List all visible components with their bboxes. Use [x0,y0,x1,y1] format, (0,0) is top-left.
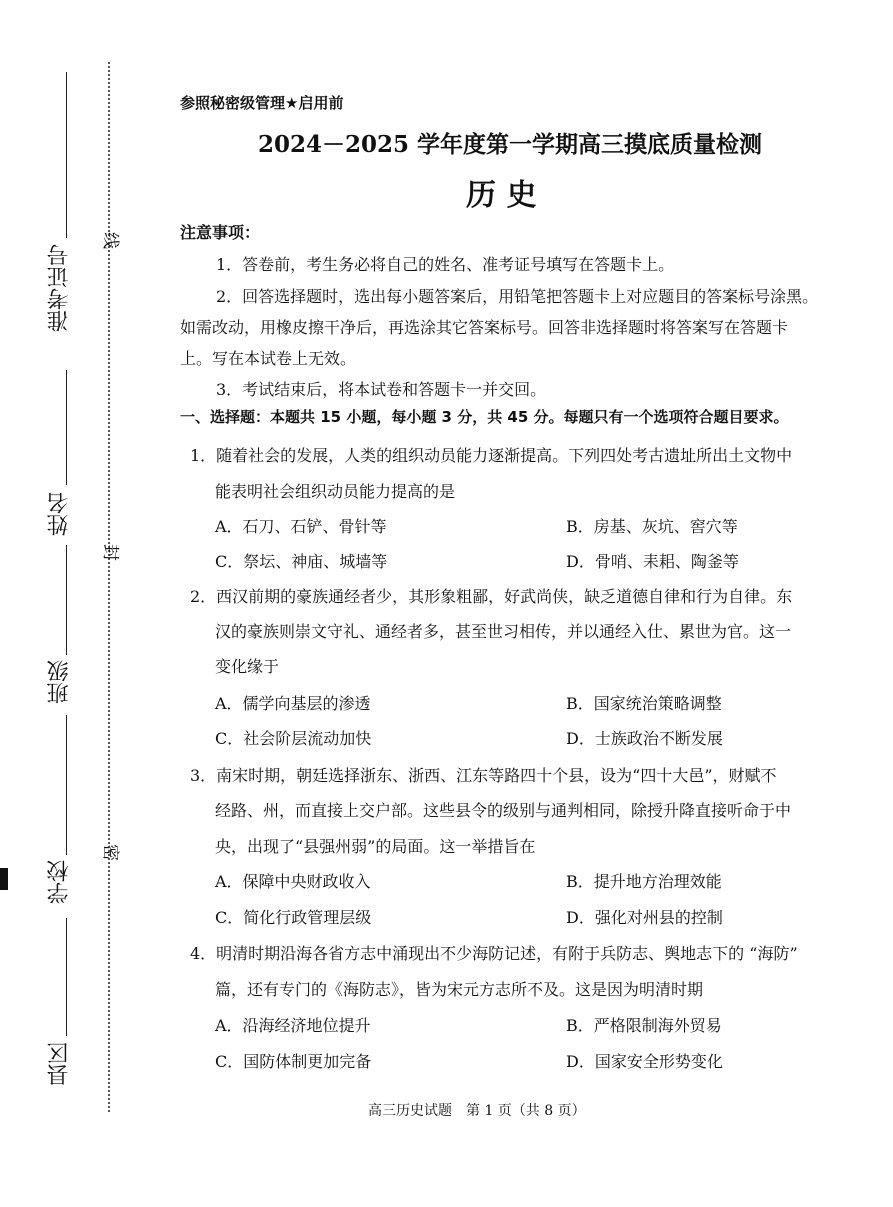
question-4-option-b: B．严格限制海外贸易 [566,1016,722,1035]
field-school: 学校 [47,860,72,904]
question-2-line: 汉的豪族则崇文守礼、通经者多，甚至世习相传，并以通经入仕、累世为官。这一 [215,622,792,641]
question-2-line: 2．西汉前期的豪族通经者少，其形象粗鄙，好武尚侠，缺乏道德自律和行为自律。东 [190,587,793,606]
question-1-option-c: C．祭坛、神庙、城墙等 [215,552,388,571]
question-3-option-a: A．保障中央财政收入 [215,872,371,891]
binding-char-feng: 封 [100,544,120,561]
question-2-option-c: C．社会阶层流动加快 [215,729,372,748]
field-county: 县区 [47,1042,72,1086]
question-3-option-c: C．简化行政管理层级 [215,908,372,927]
question-4-line: 4．明清时期沿海各省方志中涌现出不少海防记述，有附于兵防志、舆地志下的 “海防” [190,944,798,963]
note-line: 1．答卷前，考生务必将自己的姓名、准考证号填写在答题卡上。 [216,255,675,274]
field-class-line [66,545,67,655]
secrecy-label: 参照秘密级管理★启用前 [180,94,344,112]
question-4-option-a: A．沿海经济地位提升 [215,1016,371,1035]
edge-mark [0,868,8,890]
binding-char-mi: 密 [100,844,120,861]
subject-title: 历 史 [466,178,537,213]
exam-title: 2024－2025 学年度第一学期高三摸底质量检测 [258,131,763,158]
section-heading: 一、选择题：本题共 15 小题，每小题 3 分，共 45 分。每题只有一个选项符合题目要求。 [180,408,789,426]
field-school-line [66,715,67,855]
question-2-line: 变化缘于 [215,657,280,676]
question-3-option-d: D．强化对州县的控制 [566,908,723,927]
question-4-line: 篇，还有专门的《海防志》，皆为宋元方志所不及。这是因为明清时期 [215,980,704,999]
note-line: 2．回答选择题时，选出每小题答案后，用铅笔把答题卡上对应题目的答案标号涂黑。 [216,287,819,306]
question-1-option-b: B．房基、灰坑、窖穴等 [566,517,738,536]
field-name: 姓名 [47,492,72,536]
field-class: 班级 [47,660,72,704]
field-name-line [66,370,67,485]
question-3-line: 3．南宋时期，朝廷选择浙东、浙西、江东等路四十个县，设为“四十大邑”，财赋不 [190,766,777,785]
question-1-option-d: D．骨哨、耒耜、陶釜等 [566,552,739,571]
question-3-line: 央，出现了“县强州弱”的局面。这一举措旨在 [215,837,536,856]
field-exam-number-line [66,72,67,238]
question-2-option-b: B．国家统治策略调整 [566,694,722,713]
question-2-option-d: D．士族政治不断发展 [566,729,723,748]
question-4-option-c: C．国防体制更加完备 [215,1052,372,1071]
note-line: 上。写在本试卷上无效。 [180,349,357,368]
note-line: 3．考试结束后，将本试卷和答题卡一并交回。 [216,380,547,399]
binding-char-xian: 线 [100,232,120,249]
question-1-line: 1．随着社会的发展，人类的组织动员能力逐渐提高。下列四处考古遗址所出土文物中 [190,446,793,465]
question-3-line: 经路、州，而直接上交户部。这些县令的级别与通判相同，除授升降直接听命于中 [215,801,792,820]
question-1-option-a: A．石刀、石铲、骨针等 [215,517,387,536]
question-2-option-a: A．儒学向基层的渗透 [215,694,371,713]
field-exam-number: 准考证号 [47,244,72,332]
question-1-line: 能表明社会组织动员能力提高的是 [215,482,456,501]
field-county-line [66,918,67,1036]
question-3-option-b: B．提升地方治理效能 [566,872,722,891]
binding-dotted-line [108,62,110,1112]
notes-heading: 注意事项： [180,223,261,242]
question-4-option-d: D．国家安全形势变化 [566,1052,723,1071]
note-line: 如需改动，用橡皮擦干净后，再选涂其它答案标号。回答非选择题时将答案写在答题卡 [180,318,789,337]
page-footer: 高三历史试题 第 1 页（共 8 页） [368,1103,586,1119]
